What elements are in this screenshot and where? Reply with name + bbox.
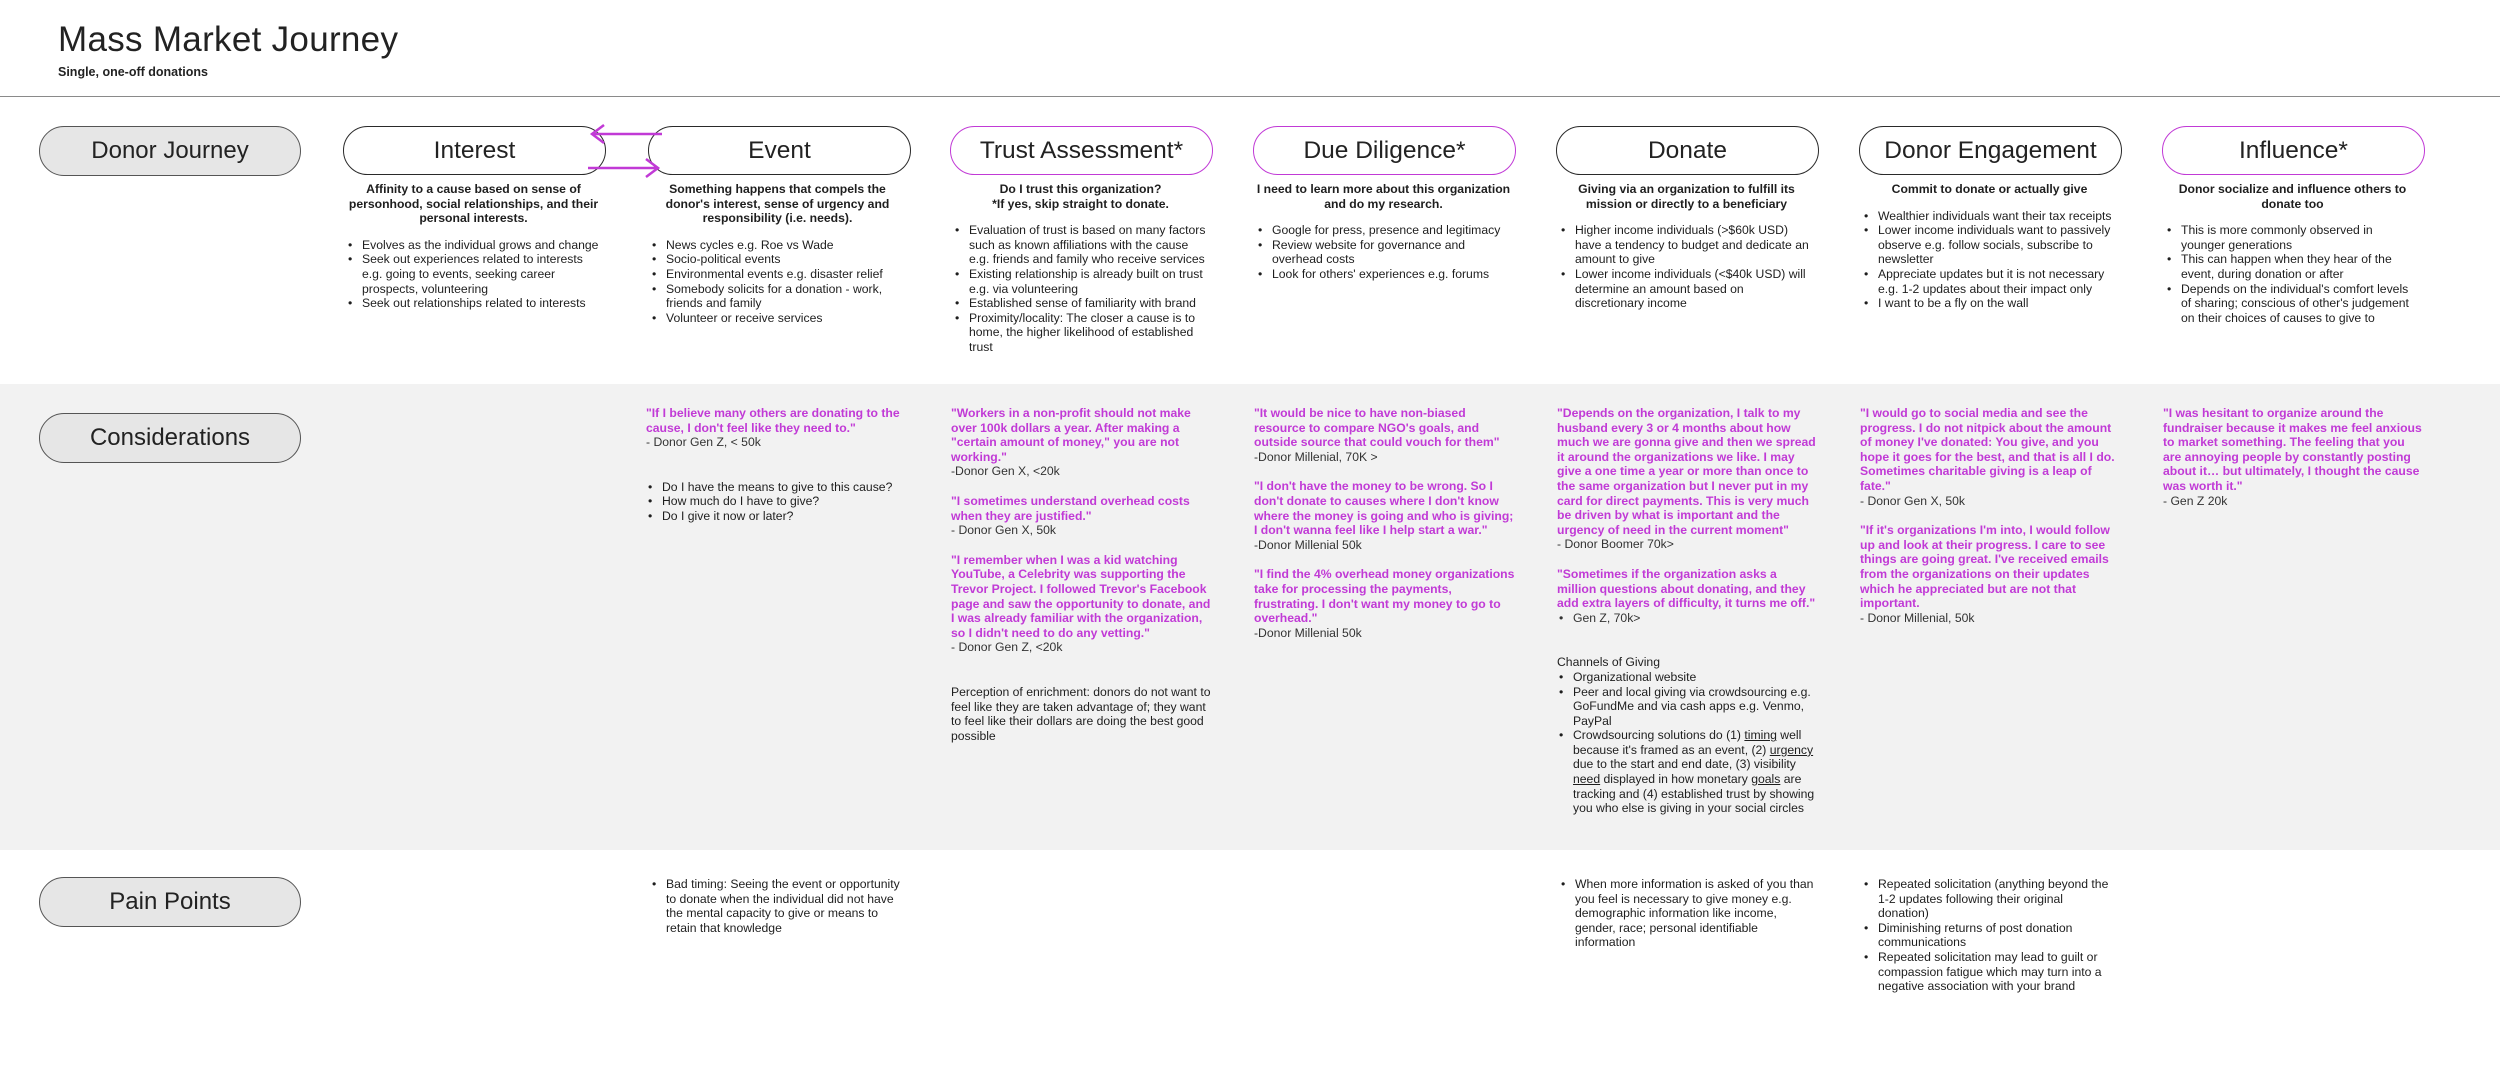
engagement-journey (1862, 182, 2117, 311)
quote-attribution: - Donor Gen Z, < 50k (646, 435, 761, 450)
influence-bullets (2165, 223, 2420, 325)
engagement-pain-points (1862, 877, 2117, 994)
channel-text: Crowdsourcing solutions do (1) (1573, 728, 1745, 743)
quote-block (951, 494, 1213, 538)
quote-block (951, 553, 1213, 655)
engagement-description: Commit to donate or actually give (1891, 182, 2088, 196)
list-item: • Evolves as the individual grows and change (346, 238, 601, 253)
quote-text: "I would go to social media and see the progress. I do not nitpick about the amount of money I've donated: You give, and you hope it goes for the best, and that is all I do. Sometimes charitable giving is a leap of fate." (1860, 406, 2115, 493)
quote-text: "If I believe many others are donating to the cause, I don't feel like they need to." (646, 406, 900, 435)
due-diligence-journey (1256, 182, 1511, 282)
channel-text: are tracking and (4) established trust by showing you who else is giving in your social circles (1573, 772, 1815, 816)
quote-text: "Workers in a non-profit should not make over 100k dollars a year. After making a "certain amount of money," you are not working." (951, 406, 1191, 464)
quote-text: "I don't have the money to be wrong. So I don't donate to causes where I don't know where the money is going and who is giving; I don't wanna feel like I help start a war." (1254, 479, 1514, 538)
quote-attribution: - Gen Z 20k (2163, 493, 2228, 508)
donate-bullets (1559, 223, 1814, 311)
list-item: • Established sense of familiarity with brand (953, 296, 1208, 311)
influence-journey (2165, 182, 2420, 325)
list-item: • Proximity/locality: The closer a cause is to home, the higher likelihood of established trust (953, 311, 1208, 355)
list-item: • Environmental events e.g. disaster relief (650, 267, 905, 282)
quote-attribution: -Donor Millenial 50k (1254, 537, 1362, 552)
quote-block (1860, 406, 2122, 508)
list-item: • Appreciate updates but it is not necessary e.g. 1-2 updates about their impact only (1862, 267, 2117, 296)
trust-considerations (951, 406, 1213, 743)
trust-bullets (953, 223, 1208, 354)
quote-block (951, 406, 1213, 479)
row-label-considerations: Considerations (39, 413, 301, 463)
list-item: • Depends on the individual's comfort levels of sharing; conscious of other's judgement on their choices of causes to give to (2165, 282, 2420, 326)
quote-text: "It would be nice to have non-biased resource to compare NGO's goals, and outside source that could vouch for them" (1254, 406, 1500, 450)
list-item: • Volunteer or receive services (650, 311, 905, 326)
list-item: • Repeated solicitation (anything beyond the 1-2 updates following their original donation) (1862, 877, 2117, 921)
row-label-pain-points: Pain Points (39, 877, 301, 927)
row-label-donor-journey: Donor Journey (39, 126, 301, 176)
channel-text: displayed in how monetary (1600, 772, 1752, 787)
list-item: • How much do I have to give? (646, 494, 906, 509)
list-item: • News cycles e.g. Roe vs Wade (650, 238, 905, 253)
quote-text: "I was hesitant to organize around the fundraiser because it makes me feel anxious to market something. The feeling that you are annoying people by constantly posting about it… but ultimately, I thought the cause was worth it." (2163, 406, 2422, 493)
event-bullets (650, 238, 905, 326)
list-item: • Somebody solicits for a donation - work, friends and family (650, 282, 905, 311)
list-item: • Review website for governance and overhead costs (1256, 238, 1511, 267)
channel-keyword-goals: goals (1751, 772, 1781, 787)
list-item: • When more information is asked of you than you feel is necessary to give money e.g. demographic information like income, gender, race; personal identifiable information (1559, 877, 1814, 950)
list-item: • Lower income individuals want to passively observe e.g. follow socials, subscribe to newsletter (1862, 223, 2117, 267)
quote-text: "I sometimes understand overhead costs when they are justified." (951, 493, 1190, 523)
quote-attribution: - Donor Gen X, 50k (951, 523, 1056, 538)
donate-description: Giving via an organization to fulfill its mission or directly to a beneficiary (1578, 182, 1795, 211)
list-item: • Lower income individuals (<$40k USD) will determine an amount based on discretionary income (1559, 267, 1814, 311)
event-considerations (646, 406, 906, 524)
trust-note: Perception of enrichment: donors do not want to feel like they are taken advantage of; they want to feel like their dollars are doing the best good possible (951, 684, 1211, 743)
channels-title: Channels of Giving (1557, 655, 1660, 670)
channel-text: well because it's framed as an event, (2) (1573, 728, 1802, 757)
quote-block (1557, 567, 1819, 625)
channels-list (1557, 670, 1819, 816)
quote-block (1557, 406, 1819, 552)
influence-description: Donor socialize and influence others to donate too (2178, 182, 2407, 211)
quote-attribution: - Donor Gen Z, <20k (951, 640, 1063, 655)
quote-block (1254, 479, 1516, 552)
interest-journey (346, 182, 601, 311)
due-diligence-bullets (1256, 223, 1511, 281)
trust-journey (953, 182, 1208, 355)
donate-considerations (1557, 406, 1819, 816)
interest-description: Affinity to a cause based on sense of personhood, social relationships, and their personal interests. (348, 182, 599, 226)
list-item (1557, 728, 1819, 816)
quote-block (1254, 567, 1516, 640)
quote-text: "Depends on the organization, I talk to my husband every 3 or 4 months about how much we are gonna give and then we spread it around the organizations we like. I may give a one time a year or more than once to the same organization but I never put in my card for direct payments. This is very much be driven by what is important and the urgency of need in the current moment" (1557, 406, 1816, 537)
list-item: • Existing relationship is already built on trust e.g. via volunteering (953, 267, 1208, 296)
stage-donate: Donate (1556, 126, 1819, 175)
quote-block (646, 406, 906, 450)
header-divider (0, 96, 2500, 97)
list-item: • Peer and local giving via crowdsourcing e.g. GoFundMe and via cash apps e.g. Venmo, PayPal (1557, 685, 1819, 729)
quote-text: "I find the 4% overhead money organizations take for processing the payments, frustrating. I don't want my money to go to overhead." (1254, 567, 1515, 626)
list-item: • Google for press, presence and legitimacy (1256, 223, 1511, 238)
list-item: • Seek out experiences related to interests e.g. going to events, seeking career prospects, volunteering (346, 252, 601, 296)
page-subtitle: Single, one-off donations (58, 65, 208, 79)
list-item: • Diminishing returns of post donation communications (1862, 921, 2117, 950)
loop-arrows-icon (580, 116, 670, 186)
quote-text: "If it's organizations I'm into, I would follow up and look at their progress. I care to see things are going great. I've received emails from the organizations on their updates which he appreciated but are not that important. (1860, 523, 2110, 611)
quote-attribution: - Donor Gen X, 50k (1860, 493, 1965, 508)
due-diligence-considerations (1254, 406, 1516, 655)
event-description: Something happens that compels the donor's interest, sense of urgency and responsibility (i.e. needs). (665, 182, 890, 226)
quote-block (1254, 406, 1516, 464)
list-item: • Bad timing: Seeing the event or opportunity to donate when the individual did not have the mental capacity to give or means to retain that knowledge (650, 877, 905, 935)
trust-description (953, 182, 1208, 211)
list-item: • Do I have the means to give to this cause? (646, 480, 906, 495)
stage-influence: Influence* (2162, 126, 2425, 175)
interest-bullets (346, 238, 601, 311)
pain-points-list (1862, 877, 2117, 994)
quote-attribution: • Gen Z, 70k> (1557, 611, 1819, 626)
pain-points-list (1559, 877, 1814, 950)
list-item: • Organizational website (1557, 670, 1819, 685)
considerations-band (0, 384, 2500, 850)
event-consideration-bullets (646, 480, 906, 524)
channel-text: due to the start and end date, (3) visibility (1573, 757, 1796, 772)
trust-description-line2: *If yes, skip straight to donate. (992, 196, 1169, 211)
influence-considerations (2163, 406, 2425, 523)
quote-attribution: -Donor Gen X, <20k (951, 464, 1060, 479)
donate-pain-points (1559, 877, 1814, 950)
due-diligence-description: I need to learn more about this organization and do my research. (1256, 182, 1511, 211)
trust-description-line1: Do I trust this organization? (999, 182, 1162, 196)
list-item: • Evaluation of trust is based on many factors such as known affiliations with the cause e.g. friends and family who receive services (953, 223, 1208, 267)
stage-due-diligence: Due Diligence* (1253, 126, 1516, 175)
stage-event: Event (648, 126, 911, 175)
quote-attribution: -Donor Millenial 50k (1254, 625, 1362, 640)
list-item: • I want to be a fly on the wall (1862, 296, 2117, 311)
quote-text: "Sometimes if the organization asks a million questions about donating, and they add extra layers of difficulty, it turns me off." (1557, 566, 1816, 611)
quote-attribution: -Donor Millenial, 70K > (1254, 449, 1378, 464)
list-item: • Look for others' experiences e.g. forums (1256, 267, 1511, 282)
event-pain-points (650, 877, 905, 935)
quote-block (2163, 406, 2425, 508)
quote-attribution: - Donor Boomer 70k> (1557, 537, 1674, 552)
stage-interest: Interest (343, 126, 606, 175)
pain-points-list (650, 877, 905, 935)
quote-text: "I remember when I was a kid watching YouTube, a Celebrity was supporting the Trevor Project. I followed Trevor's Facebook page and saw the opportunity to donate, and I was already familiar with the organization, so I didn't need to do any vetting." (951, 552, 1211, 640)
list-item: • Socio-political events (650, 252, 905, 267)
channel-keyword-urgency: urgency (1769, 742, 1814, 757)
list-item: • This is more commonly observed in younger generations (2165, 223, 2420, 252)
page-title: Mass Market Journey (58, 20, 399, 59)
quote-attribution-list (1557, 611, 1819, 626)
list-item: • This can happen when they hear of the event, during donation or after (2165, 252, 2420, 281)
donate-journey (1559, 182, 1814, 311)
list-item: • Do I give it now or later? (646, 509, 906, 524)
quote-attribution: - Donor Millenial, 50k (1860, 610, 1975, 625)
list-item: • Higher income individuals (>$60k USD) have a tendency to budget and dedicate an amount to give (1559, 223, 1814, 267)
list-item: • Wealthier individuals want their tax receipts (1862, 209, 2117, 224)
quote-block (1860, 523, 2122, 625)
channel-keyword-timing: timing (1744, 728, 1777, 743)
list-item: • Seek out relationships related to interests (346, 296, 601, 311)
channel-keyword-need: need (1573, 772, 1601, 787)
engagement-bullets (1862, 209, 2117, 311)
engagement-considerations (1860, 406, 2122, 640)
stage-donor-engagement: Donor Engagement (1859, 126, 2122, 175)
stage-trust-assessment: Trust Assessment* (950, 126, 1213, 175)
list-item: • Repeated solicitation may lead to guilt or compassion fatigue which may turn into a negative association with your brand (1862, 950, 2117, 994)
event-journey (650, 182, 905, 325)
